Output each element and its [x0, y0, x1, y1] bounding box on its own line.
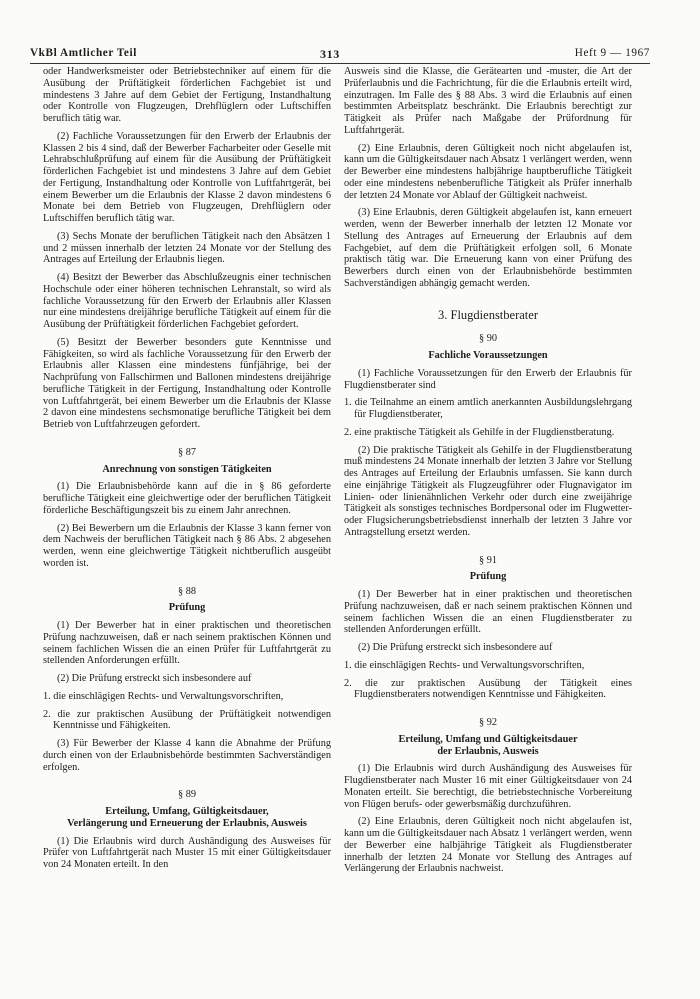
- paragraph: (5) Besitzt der Bewerber besonders gute Kenntnisse und Fähigkeiten, so wird als fachliche Voraussetzung für den Erwerb der Erlaubnis aller Klassen eine mindestens fünfjährige, bei der Nachprüfung von Fallschirmen und Ballonen mindestens dreijährige berufliche Tätigkeit in der Fertigung, Instandhaltung oder Kontrolle von Luftfahrtgerät, bei einem Bewerber um die Erlaubnis der Klasse 2 davon eine mindestens sechsmonatige berufliche Tätigkeit bei dem Betrieb von Luftfahrzeugen gefordert.: [43, 336, 331, 430]
- section-number: § 90: [478, 333, 498, 345]
- page-header: [30, 47, 650, 63]
- paragraph: (1) Die Erlaubnis wird durch Aushändigung des Ausweises für Prüfer von Luftfahrtgerät nach Muster 15 mit einer Gültigkeitsdauer von 24 Monaten erteilt. In den: [43, 835, 331, 870]
- list-item: 1. die Teilnahme an einem amtlich anerkannten Ausbildungslehrgang für Flugdienstberater,: [344, 397, 632, 420]
- section-heading: Verlängerung und Erneuerung der Erlaubnis, Ausweis: [67, 817, 307, 829]
- list-item: 1. die einschlägigen Rechts- und Verwaltungsvorschriften,: [344, 659, 585, 671]
- paragraph: (2) Bei Bewerbern um die Erlaubnis der Klasse 3 kann ferner von dem Nachweis der beruflichen Tätigkeit nach § 86 Abs. 2 abgesehen werden, wenn eine gleichwertige Tätigkeit nichtberuflich ausgeübt worden ist.: [43, 522, 331, 569]
- section-heading: Prüfung: [168, 602, 206, 614]
- section-number: § 92: [478, 717, 498, 728]
- section-heading: Prüfung: [469, 571, 507, 583]
- paragraph: Ausweis sind die Klasse, die Gerätearten und -muster, die Art der Prüferlaubnis und die Fachrichtung, für die die Erlaubnis erteilt wird, einzutragen. Im Falle des § 88 Abs. 3 wird die Erlaubnis auf einen bestimmten Arbeitsplatz beschränkt. Die Erlaubnis berechtigt zur Tätigkeit als Prüfer nach Maßgabe der Prüfordnung für Luftfahrtgerät.: [344, 66, 632, 136]
- paragraph: oder Handwerksmeister oder Betriebstechniker auf einem für die Ausübung der Prüftätigkeit förderlichen Fachgebiet ist und mindestens 3 Jahre auf dem Gebiet der Fertigung, Instandhaltung oder Kontrolle von Flugzeugen, Drehflüglern oder Luftschiffen beruflich tätig war.: [43, 66, 331, 124]
- paragraph: (1) Der Bewerber hat in einer praktischen und theoretischen Prüfung nachzuweisen, daß er nach seinem praktischen Können und seinem fachlichen Wissen die an einen Flugdienstberater zu stellenden Anforderungen erfüllt.: [344, 589, 632, 636]
- paragraph: (1) Die Erlaubnisbehörde kann auf die in § 86 geforderte berufliche Tätigkeit eine gleichwertige oder der beruflichen Tätigkeit förderliche Beschäftigungszeit bis zu einem Jahr anrechnen.: [43, 481, 331, 516]
- left-column: [43, 66, 331, 877]
- paragraph: (2) Die Prüfung erstreckt sich insbesondere auf: [358, 642, 553, 653]
- page-number: 313: [320, 47, 340, 61]
- section-number: § 91: [478, 554, 498, 566]
- section-heading: der Erlaubnis, Ausweis: [437, 745, 539, 757]
- section-heading: Anrechnung von sonstigen Tätigkeiten: [102, 463, 272, 475]
- list-item: 2. die zur praktischen Ausübung der Prüftätigkeit notwendigen Kenntnisse und Fähigkeiten.: [43, 708, 331, 732]
- section-heading: Fachliche Voraussetzungen: [428, 350, 548, 361]
- paragraph: (2) Eine Erlaubnis, deren Gültigkeit noch nicht abgelaufen ist, kann um die Gültigkeitsdauer nach Absatz 1 verlängert werden, wenn der Bewerber eine mindestens halbjährige hauptberufliche Tätigkeit oder eine mindestens nebenberufliche Tätigkeit als Prüfer innerhalb der letzten 24 Monate vor Ablauf der Gültigkeit nachweist.: [344, 142, 632, 201]
- paragraph: (4) Besitzt der Bewerber das Abschlußzeugnis einer technischen Hochschule oder einer höheren technischen Lehranstalt, so wird als fachliche Voraussetzung für den Erwerb der Erlaubnis aller Klassen nur eine mindestens dreijährige berufliche Tätigkeit auf einem für die Ausübung der Prüftätigkeit förderlichen Fachgebiet gefordert.: [43, 272, 331, 330]
- list-item: 1. die einschlägigen Rechts- und Verwaltungsvorschriften,: [43, 690, 284, 702]
- list-item: 2. eine praktische Tätigkeit als Gehilfe in der Flugdienstberatung.: [344, 426, 615, 438]
- section-heading: Erteilung, Umfang und Gültigkeitsdauer: [398, 733, 578, 745]
- paragraph: (2) Fachliche Voraussetzungen für den Erwerb der Erlaubnis der Klassen 2 bis 4 sind, daß der Bewerber Facharbeiter oder Geselle mit Lehrabschlußprüfung auf einem für die Ausübung der Prüftätigkeit förderlichen Fachgebiet ist und mindestens 3 Jahre auf dem Gebiet der Fertigung, Instandhaltung oder Kontrolle von Luftfahrtgerät, bei einem Bewerber um die Erlaubnis der Klasse 2 davon mindestens 6 Monate bei dem Betrieb von Flugzeugen, Drehflüglern oder Luftschiffen beruflich tätig war.: [43, 130, 331, 224]
- paragraph: (1) Der Bewerber hat in einer praktischen und theoretischen Prüfung nachzuweisen, daß er nach seinem praktischen Können und seinem fachlichen Wissen die an einen Prüfer für Luftfahrtgerät zu stellenden Anforderungen erfüllt.: [43, 620, 331, 667]
- paragraph: (3) Für Bewerber der Klasse 4 kann die Abnahme der Prüfung durch einen von der Erlaubnisbehörde bestimmten Sachverständigen erfolgen.: [43, 738, 331, 773]
- issue-info: Heft 9 — 1967: [574, 47, 650, 59]
- section-number: § 87: [177, 446, 197, 458]
- publication-title: VkBl Amtlicher Teil: [30, 47, 137, 59]
- right-column: [344, 66, 632, 881]
- paragraph: (2) Die Prüfung erstreckt sich insbesondere auf: [57, 673, 252, 684]
- header-rule: [30, 63, 650, 64]
- chapter-heading: 3. Flugdienstberater: [438, 307, 538, 322]
- list-item: 2. die zur praktischen Ausübung der Tätigkeit eines Flugdienstberaters notwendigen Kenntnisse und Fähigkeiten.: [344, 677, 632, 701]
- section-number: § 89: [177, 789, 197, 801]
- paragraph: (2) Eine Erlaubnis, deren Gültigkeit noch nicht abgelaufen ist, kann um die Gültigkeitsdauer nach Absatz 1 verlängert werden, wenn der Bewerber eine halbjährige Tätigkeit als Flugdienstberater innerhalb der letzten 24 Monate vor Stellung des Antrages auf Verlängerung der Erlaubnis nachweist.: [344, 816, 632, 875]
- paragraph: (3) Sechs Monate der beruflichen Tätigkeit nach den Absätzen 1 und 2 müssen innerhalb der letzten 24 Monate vor der Stellung des Antrages auf Erteilung der Erlaubnis liegen.: [43, 230, 331, 266]
- paragraph: (2) Die praktische Tätigkeit als Gehilfe in der Flugdienstberatung muß mindestens 24 Monate innerhalb der letzten 3 Jahre vor Stellung des Antrages auf Erteilung der Erlaubnis umfassen. Sie kann durch eine einjährige Tätigkeit als Flugzeugführer oder Flugnavigator im Linien- oder linienähnlichen Verkehr oder durch eine zweijährige Tätigkeit als sonstiges technisches Bordpersonal oder im Flugwetter- oder Flugsicherungsbetriebsdienst innerhalb der letzten 3 Jahre vor Antragstellung ersetzt werden.: [344, 444, 632, 538]
- section-heading: Erteilung, Umfang, Gültigkeitsdauer,: [105, 806, 269, 817]
- section-number: § 88: [177, 585, 197, 597]
- paragraph: (1) Fachliche Voraussetzungen für den Erwerb der Erlaubnis für Flugdienstberater sind: [344, 367, 632, 391]
- paragraph: (3) Eine Erlaubnis, deren Gültigkeit abgelaufen ist, kann erneuert werden, wenn der Bewerber innerhalb der letzten 12 Monate vor Stellung des Antrages auf Erneuerung der Erlaubnis auf dem Fachgebiet, auf dem die Prüftätigkeit erfolgen soll, 6 Monate praktisch tätig war. Die Erneuerung kann von einer Prüfung des Bewerbers durch einen von der Erlaubnisbehörde bestimmten Sachverständigen abhängig gemacht werden.: [344, 207, 632, 289]
- paragraph: (1) Die Erlaubnis wird durch Aushändigung des Ausweises für Flugdienstberater nach Muster 16 mit einer Gültigkeitsdauer von 24 Monaten erteilt. Sie berechtigt, die betriebstechnische Vorbereitung von Flügen berufs- oder gewerbsmäßig durchzuführen.: [344, 763, 632, 810]
